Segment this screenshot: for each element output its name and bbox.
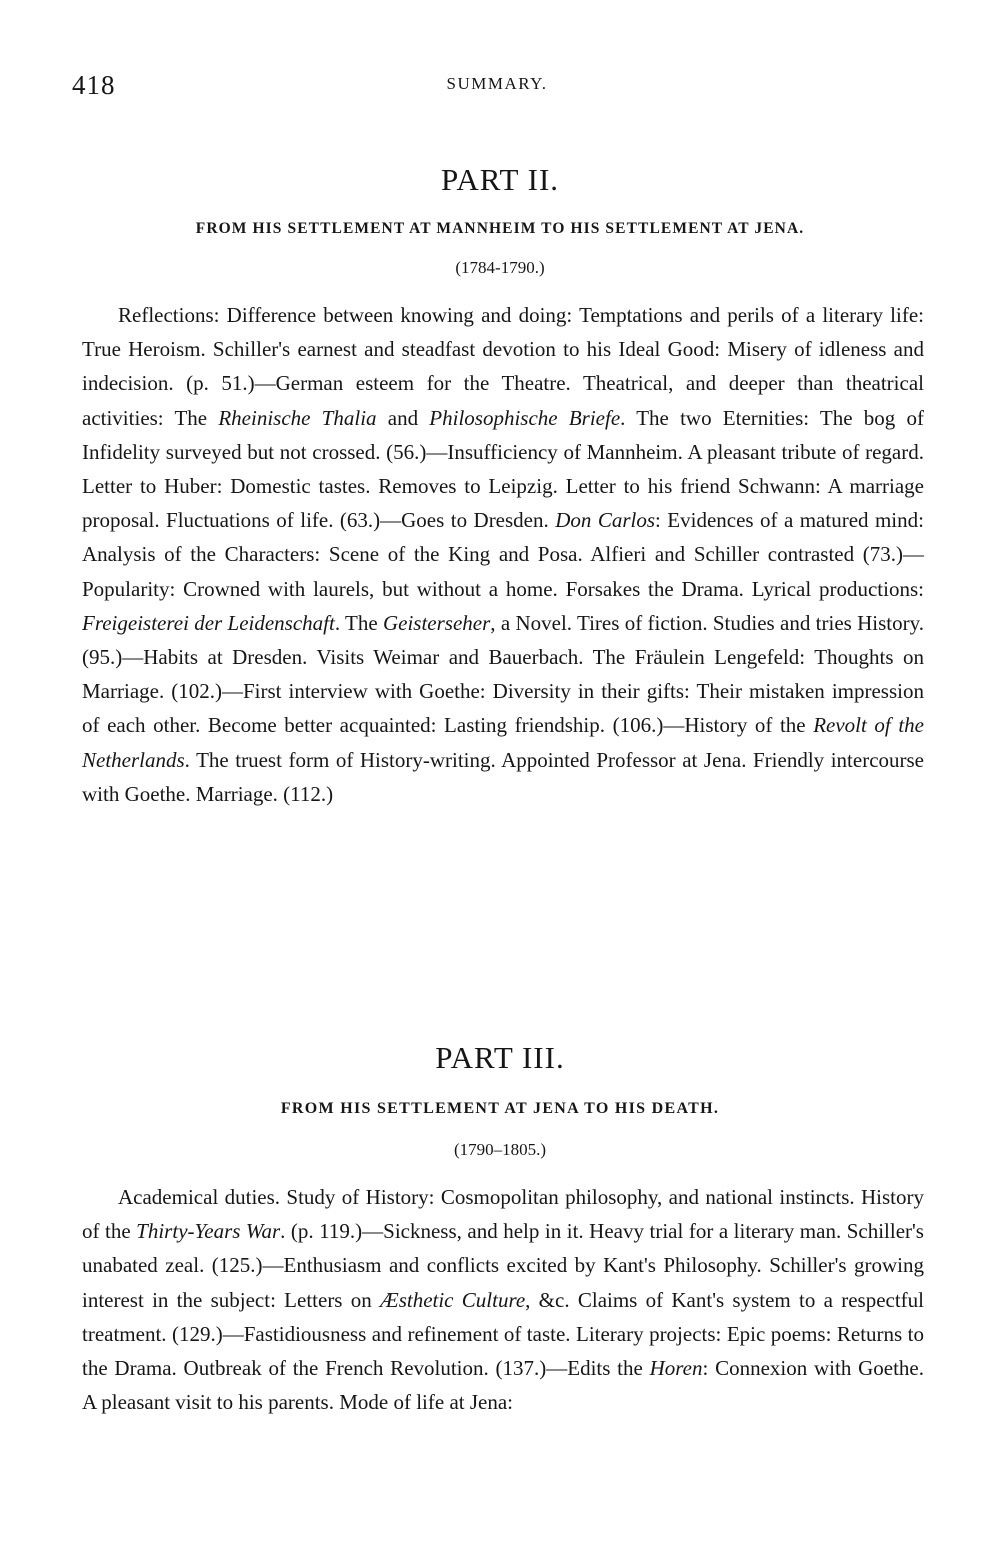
part-two-summary	[82, 298, 924, 811]
work-title: Revolt of the Netherlands	[82, 713, 924, 772]
summary-text-segment: Academical duties. Study of History: Cosmopolitan philosophy, and national instincts. History of the	[82, 1185, 924, 1244]
work-title: Philosophische Briefe	[429, 405, 621, 430]
work-title: Thirty-Years War	[136, 1219, 281, 1244]
part-two-subheading: FROM HIS SETTLEMENT AT MANNHEIM TO HIS SETTLEMENT AT JENA.	[195, 220, 805, 237]
part-three-summary	[82, 1180, 924, 1419]
work-title: Rheinische Thalia	[218, 405, 377, 430]
work-title: Freigeisterei der Leidenschaft	[82, 610, 335, 635]
summary-text-segment: , a Novel. Tires of fiction. Studies and tries History. (95.)—Habits at Dresden. Visits Weimar and Bauerbach. The Fräulein Lengefeld: Thoughts on Marriage. (102.)—First interview with Goethe: Diversity in their gifts: Their mistaken impression of each other. Become better acquainted: Lasting friendship. (106.)—History of the	[82, 610, 925, 738]
summary-text-segment: . (p. 119.)—Sickness, and help in it. Heavy trial for a literary man. Schiller's unabated zeal. (125.)—Enthusiasm and conflicts excited by Kant's Philosophy. Schiller's growing interest in the subject: Letters on	[82, 1219, 924, 1312]
summary-text-segment: Reflections: Difference between knowing and doing: Temptations and perils of a literary life: True Heroism. Schiller's earnest and steadfast devotion to his Ideal Good: Misery of idleness and indecision. (p. 51.)—German esteem for the Theatre. Theatrical, and deeper than theatrical activities: The	[82, 303, 924, 430]
part-two-dates: (1784-1790.)	[455, 258, 545, 277]
part-three-heading: PART III.	[435, 1040, 565, 1075]
part-two-heading: PART II.	[440, 162, 560, 197]
running-head	[72, 70, 922, 106]
summary-text-segment: . The two Eternities: The bog of Infidelity surveyed but not crossed. (56.)—Insufficiency of Mannheim. A pleasant tribute of regard. Letter to Huber: Domestic tastes. Removes to Leipzig. Letter to his friend Schwann: A marriage proposal. Fluctuations of life. (63.)—Goes to Dresden.	[82, 405, 924, 533]
work-title: Æsthetic Culture	[380, 1287, 526, 1312]
summary-text-segment: . The	[334, 610, 383, 635]
work-title: Geisterseher	[382, 610, 491, 635]
summary-text-segment: . The truest form of History-writing. Appointed Professor at Jena. Friendly intercourse with Goethe. Marriage. (112.)	[82, 747, 924, 806]
work-title: Don Carlos	[555, 508, 655, 533]
page-number: 418	[72, 70, 116, 100]
part-three-dates: (1790–1805.)	[453, 1140, 547, 1159]
summary-text-segment: : Evidences of a matured mind: Analysis of the Characters: Scene of the King and Posa. Alfieri and Schiller contrasted (73.)—Popularity: Crowned with laurels, but without a home. Forsakes the Drama. Lyrical productions:	[82, 508, 924, 601]
work-title: Horen	[649, 1356, 703, 1381]
summary-text-segment: and	[376, 405, 430, 430]
summary-text-segment: : Connexion with Goethe. A pleasant visit to his parents. Mode of life at Jena:	[82, 1356, 924, 1415]
running-title: SUMMARY.	[446, 74, 548, 93]
summary-text-segment: , &c. Claims of Kant's system to a respectful treatment. (129.)—Fastidiousness and refinement of taste. Literary projects: Epic poems: Returns to the Drama. Outbreak of the French Revolution. (137.)—Edits the	[82, 1287, 924, 1381]
part-three-subheading: FROM HIS SETTLEMENT AT JENA TO HIS DEATH.	[280, 1100, 720, 1117]
